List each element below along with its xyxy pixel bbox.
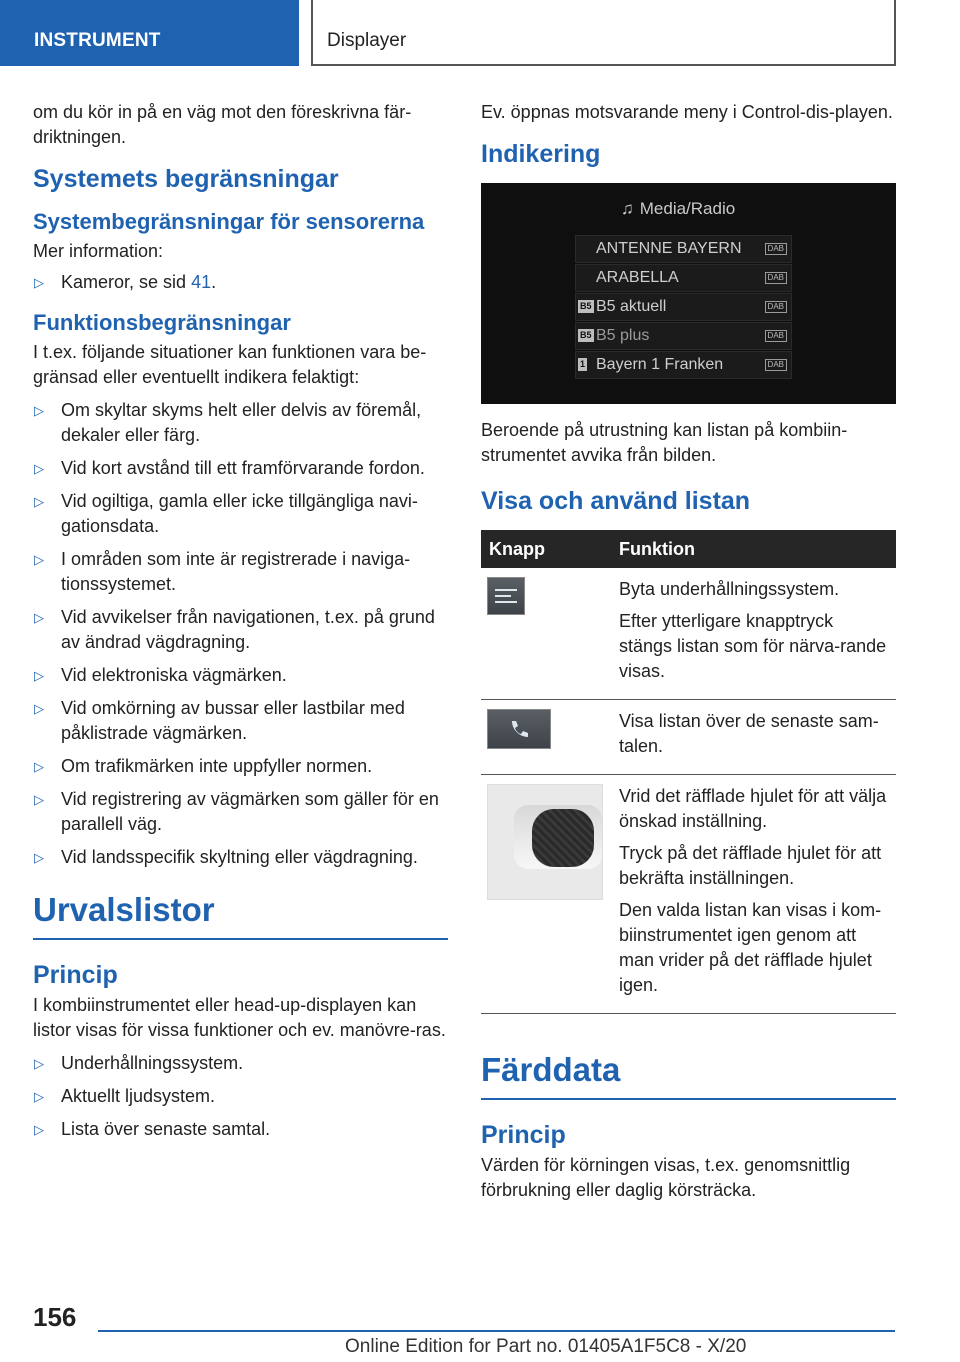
screen-caption: Beroende på utrustning kan listan på kombiin-strumentet avvika från bilden. [481, 420, 848, 465]
trip-data-text: Värden för körningen visas, t.ex. genomsnittlig förbrukning eller daglig körsträcka. [481, 1155, 851, 1200]
left-intro-text: om du kör in på en väg mot den föreskrivna fär-driktningen. [33, 102, 412, 147]
column-header-function: Funktion [611, 530, 896, 568]
page-number: 156 [33, 1302, 77, 1332]
triangle-bullet-icon: ▷ [34, 668, 44, 683]
triangle-bullet-icon: ▷ [34, 461, 44, 476]
list-item: ▷ Vid omkörning av bussar eller lastbilar med påklistrade vägmärken. [34, 698, 405, 743]
table-row: Visa listan över de senaste sam-talen. [481, 700, 896, 775]
heading-selection-lists: Urvalslistor [33, 890, 448, 940]
station-logo: B5 [580, 330, 592, 340]
dab-badge: DAB [765, 272, 787, 284]
list-item: ▷ Vid avvikelser från navigationen, t.ex. på grund av ändrad vägdragning. [34, 607, 435, 652]
heading-trip-data: Färddata [481, 1050, 896, 1100]
knurled-wheel-icon [487, 784, 603, 900]
triangle-bullet-icon: ▷ [34, 552, 44, 567]
page-link[interactable]: 41 [191, 272, 212, 292]
list-item: ▷ Om skyltar skyms helt eller delvis av föremål, dekaler eller färg. [34, 400, 422, 445]
right-column [481, 100, 896, 1215]
table-row: Byta underhållningssystem. Efter ytterligare knapptryck stängs listan som för närva-rande visas. [481, 568, 896, 700]
dab-badge: DAB [765, 359, 787, 371]
triangle-bullet-icon: ▷ [34, 275, 44, 290]
heading-indication: Indikering [481, 140, 601, 168]
triangle-bullet-icon: ▷ [34, 701, 44, 716]
footer-edition: Online Edition for Part no. 01405A1F5C8 - X/20 [345, 1336, 747, 1357]
triangle-bullet-icon: ▷ [34, 403, 44, 418]
more-info-text: Mer information: [33, 241, 164, 261]
station-row: 1 Bayern 1 Franken DAB [575, 351, 792, 379]
triangle-bullet-icon: ▷ [34, 494, 44, 509]
section-title: INSTRUMENT [0, 0, 299, 66]
camera-reference-list [33, 270, 448, 295]
triangle-bullet-icon: ▷ [34, 1089, 44, 1104]
station-logo: B5 [580, 301, 592, 311]
left-column [33, 100, 448, 1150]
list-item: ▷ Vid registrering av vägmärken som gäller för en parallell väg. [34, 789, 439, 834]
station-list [575, 235, 792, 380]
heading-principle-2: Princip [481, 1121, 566, 1149]
function-intro-text: I t.ex. följande situationer kan funktionen vara be-gränsad eller eventuellt indikera felaktigt: [33, 342, 427, 387]
station-row: ANTENNE BAYERN DAB [575, 235, 792, 263]
list-item: ▷ Underhållningssystem. [33, 1051, 448, 1076]
principle-text: I kombiinstrumentet eller head-up-displayen kan listor visas för vissa funktioner och ev. manövre-ras. [33, 995, 446, 1040]
list-item: ▷ Kameror, se sid 41. [33, 270, 448, 295]
heading-show-use-list: Visa och använd listan [481, 487, 751, 515]
triangle-bullet-icon: ▷ [34, 1056, 44, 1071]
dab-badge: DAB [765, 243, 787, 255]
list-item: ▷ I områden som inte är registrerade i naviga-tionssystemet. [34, 549, 411, 594]
triangle-bullet-icon: ▷ [34, 759, 44, 774]
list-item: ▷ Vid ogiltiga, gamla eller icke tillgängliga navi-gationsdata. [34, 491, 418, 536]
media-radio-screen [481, 183, 896, 404]
triangle-bullet-icon: ▷ [34, 850, 44, 865]
dab-badge: DAB [765, 301, 787, 313]
list-item: ▷ Aktuellt ljudsystem. [33, 1084, 448, 1109]
footer-divider [98, 1330, 895, 1332]
column-header-button: Knapp [481, 530, 611, 568]
station-logo: 1 [580, 359, 586, 369]
triangle-bullet-icon: ▷ [34, 792, 44, 807]
list-item: ▷ Vid kort avstånd till ett framförvarande fordon. [33, 456, 448, 481]
button-function-table [481, 530, 896, 1014]
list-item: ▷ Om trafikmärken inte uppfyller normen. [33, 754, 448, 779]
triangle-bullet-icon: ▷ [34, 610, 44, 625]
station-row: ARABELLA DAB [575, 264, 792, 292]
right-intro-text: Ev. öppnas motsvarande meny i Control-dis-playen. [481, 102, 893, 122]
heading-principle: Princip [33, 961, 118, 989]
topic-title: Displayer [311, 0, 896, 66]
triangle-bullet-icon: ▷ [34, 1122, 44, 1137]
table-row: Vrid det räfflade hjulet för att välja önskad inställning. Tryck på det räfflade hjulet för att bekräfta inställningen. Den valda listan kan visas i kom-biinstrumentet igen genom att man vrider på det räfflade hjulet igen. [481, 775, 896, 1014]
phone-icon [487, 709, 551, 749]
heading-system-limits: Systemets begränsningar [33, 165, 339, 193]
page-header [0, 0, 960, 66]
heading-sensor-limits: Systembegränsningar för sensorerna [33, 209, 425, 234]
media-icon: ♫ [621, 199, 634, 218]
heading-function-limits: Funktionsbegränsningar [33, 310, 291, 335]
screen-title: ♫ Media/Radio [621, 199, 736, 218]
station-row: B5 B5 plus DAB [575, 322, 792, 350]
table-header-row [481, 530, 896, 568]
dab-badge: DAB [765, 330, 787, 342]
list-item: ▷ Lista över senaste samtal. [33, 1117, 448, 1142]
list-types-list [33, 1051, 448, 1142]
list-item: ▷ Vid elektroniska vägmärken. [33, 663, 448, 688]
function-limits-list [33, 398, 448, 870]
list-menu-icon [487, 577, 525, 615]
list-item: ▷ Vid landsspecifik skyltning eller vägdragning. [33, 845, 448, 870]
station-row: B5 B5 aktuell DAB [575, 293, 792, 321]
